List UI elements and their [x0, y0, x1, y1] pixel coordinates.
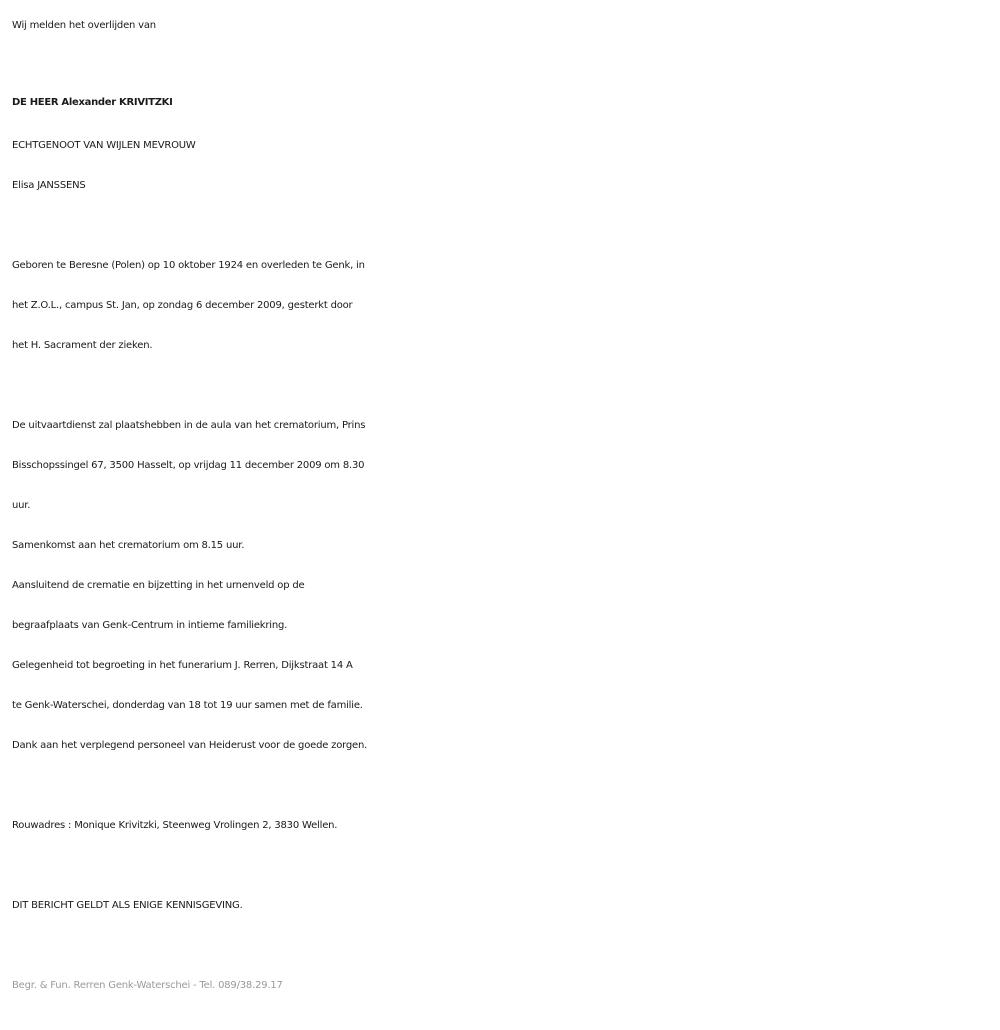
ceremony-paragraph [12, 406, 994, 766]
spacer [12, 366, 994, 406]
paragraph-line: Aansluitend de crematie en bijzetting in het urnenveld op de [12, 580, 305, 591]
funeral-home-footer: Begr. & Fun. Rerren Genk-Waterschei - Tel. 089/38.29.17 [12, 980, 283, 991]
paragraph-line: te Genk-Waterschei, donderdag van 18 tot 19 uur samen met de familie. [12, 700, 363, 711]
spacer [12, 766, 994, 806]
paragraph-line: uur. [12, 500, 31, 511]
paragraph-line: begraafplaats van Genk-Centrum in intieme familiekring. [12, 620, 288, 631]
deceased-name: DE HEER Alexander KRIVITZKI [12, 97, 173, 108]
birth-death-paragraph [12, 246, 994, 366]
paragraph-line: het H. Sacrament der zieken. [12, 340, 153, 351]
paragraph-line: Dank aan het verplegend personeel van Heiderust voor de goede zorgen. [12, 740, 368, 751]
spouse-line: ECHTGENOOT VAN WIJLEN MEVROUW [12, 140, 196, 151]
paragraph-line: Gelegenheid tot begroeting in het funerarium J. Rerren, Dijkstraat 14 A [12, 660, 353, 671]
spacer [12, 846, 994, 886]
paragraph-line: De uitvaartdienst zal plaatshebben in de aula van het crematorium, Prins [12, 420, 366, 431]
spacer [12, 206, 994, 246]
paragraph-line: Geboren te Beresne (Polen) op 10 oktober 1924 en overleden te Genk, in [12, 260, 365, 271]
paragraph-line: het Z.O.L., campus St. Jan, op zondag 6 december 2009, gesterkt door [12, 300, 353, 311]
mourning-address: Rouwadres : Monique Krivitzki, Steenweg Vrolingen 2, 3830 Wellen. [12, 820, 338, 831]
spacer [12, 926, 994, 966]
spouse-name: Elisa JANSSENS [12, 180, 86, 191]
paragraph-line: Bisschopssingel 67, 3500 Hasselt, op vrijdag 11 december 2009 om 8.30 [12, 460, 365, 471]
paragraph-line: Samenkomst aan het crematorium om 8.15 uur. [12, 540, 245, 551]
death-notice [12, 6, 994, 1006]
intro-text: Wij melden het overlijden van [12, 20, 156, 31]
notice-statement: DIT BERICHT GELDT ALS ENIGE KENNISGEVING. [12, 900, 243, 911]
